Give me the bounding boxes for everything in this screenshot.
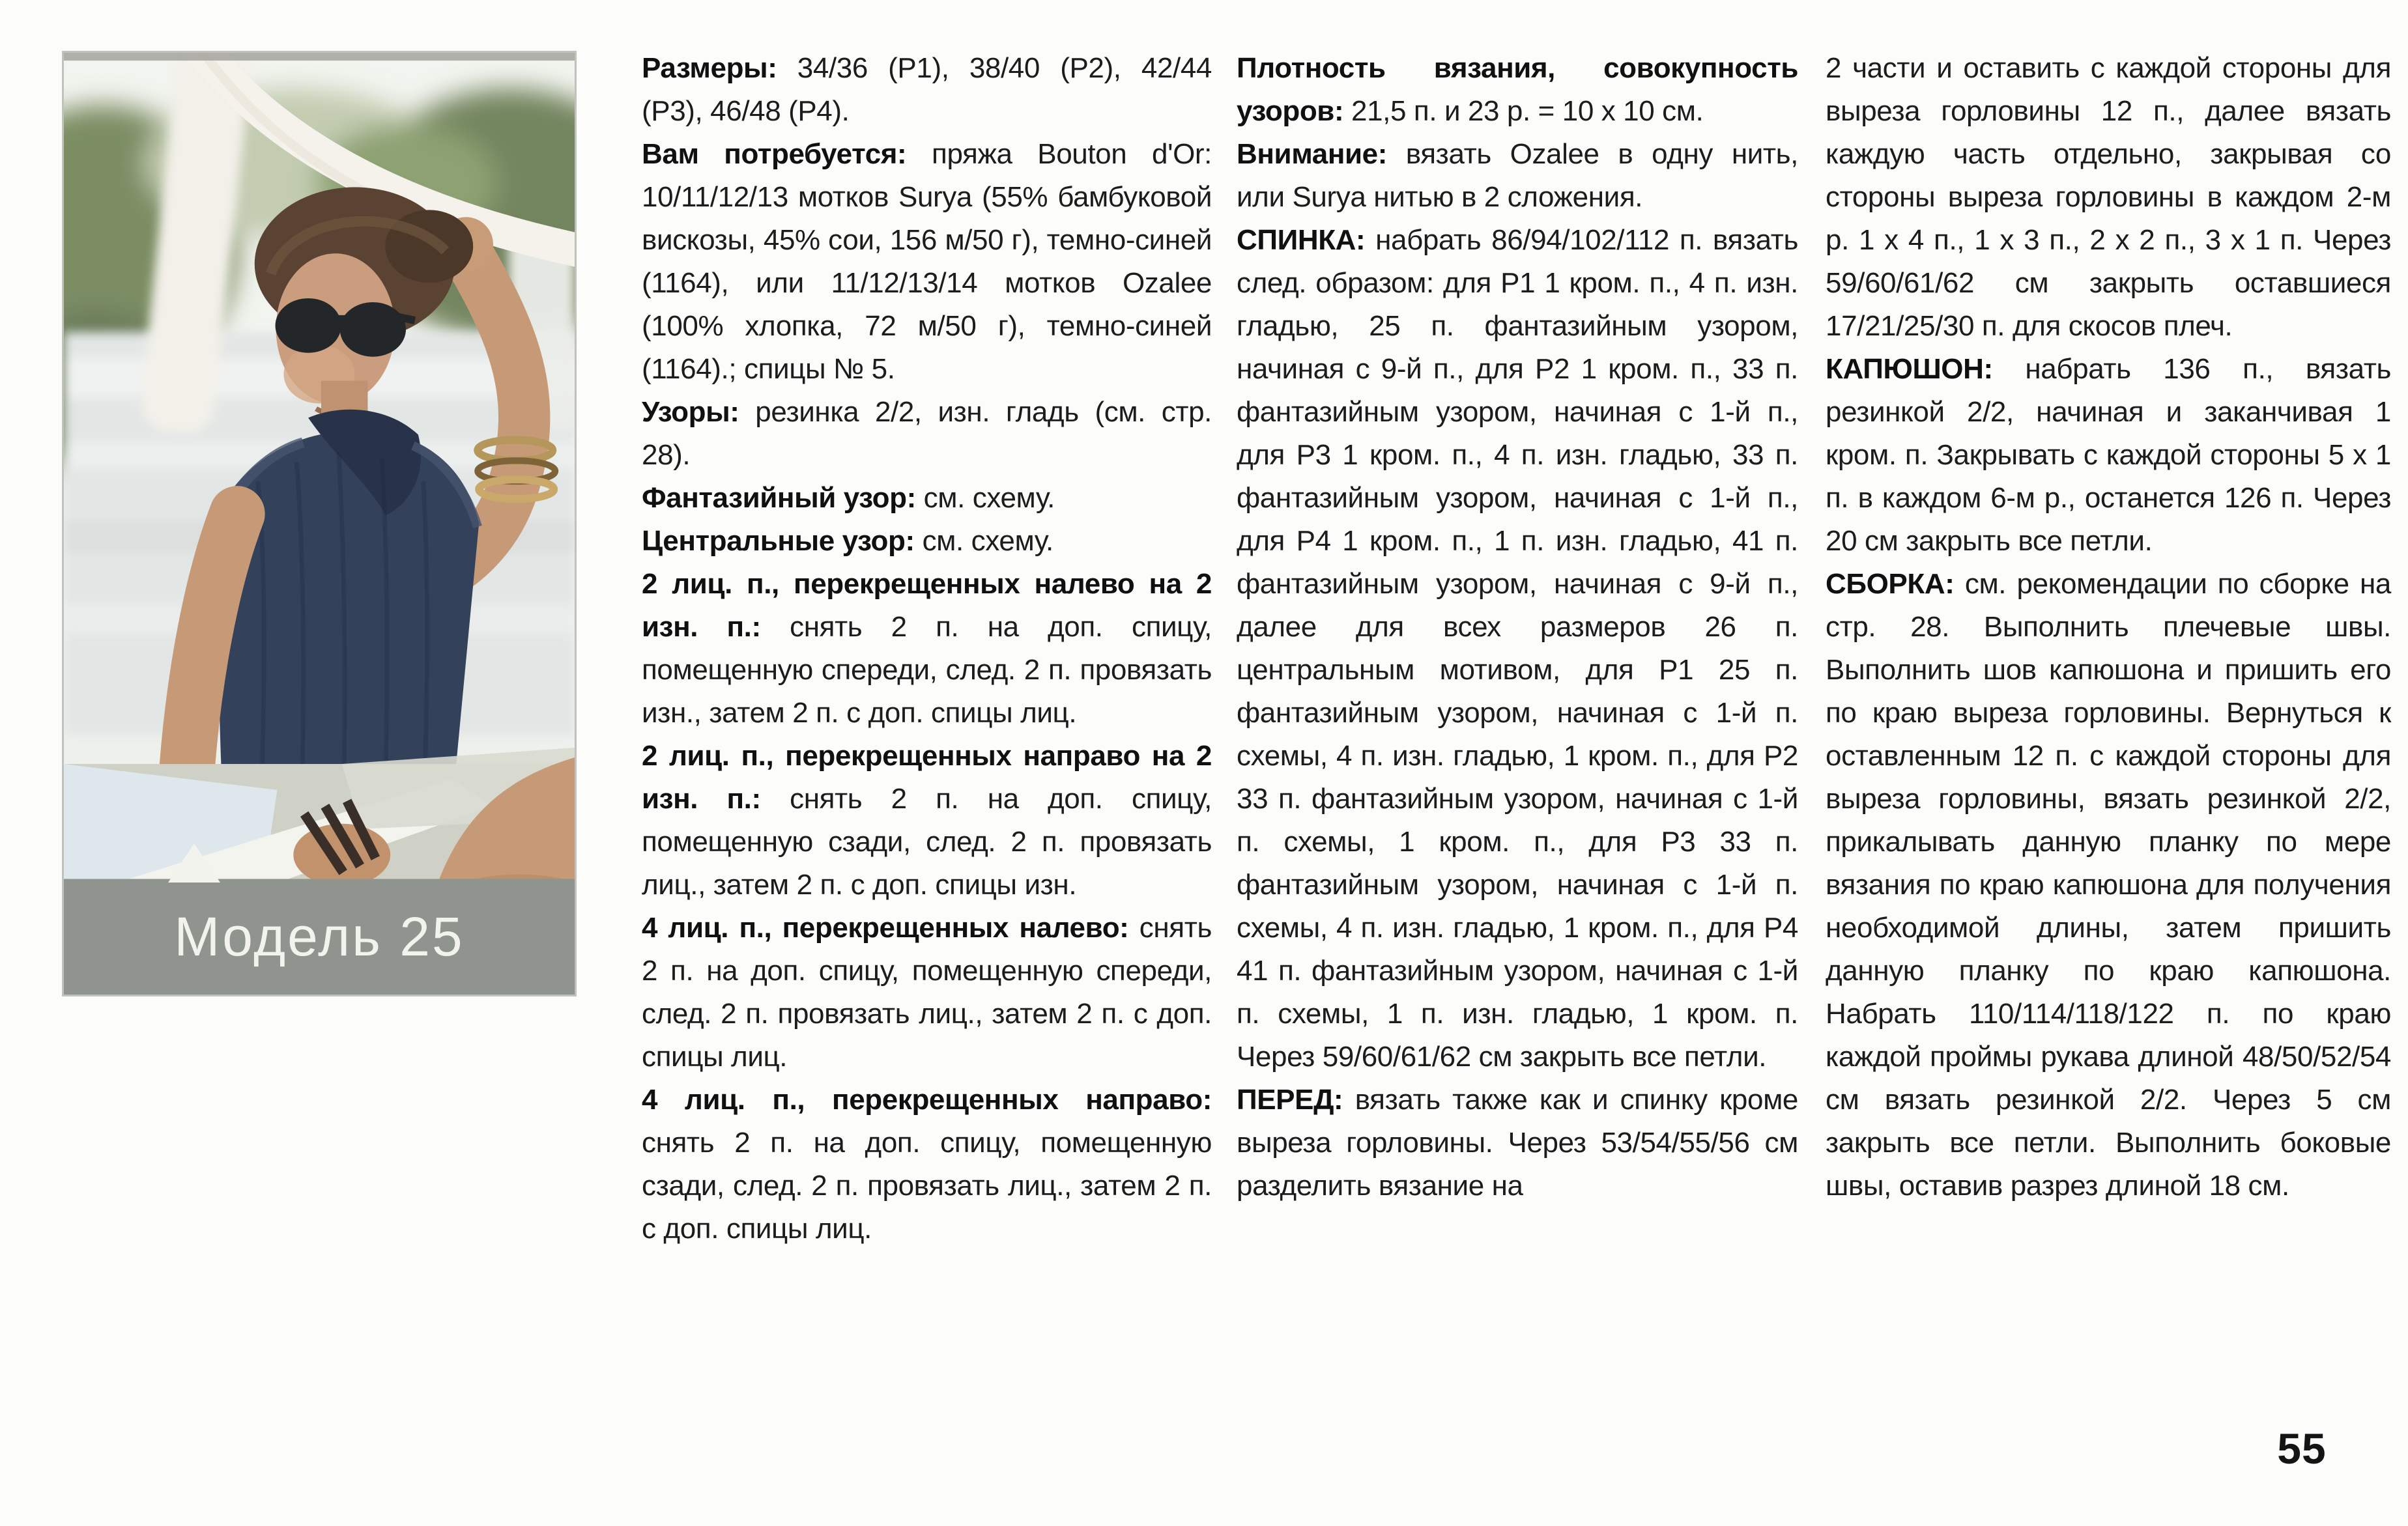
paragraph xyxy=(1826,348,2391,563)
paragraph-lead: Размеры: xyxy=(642,52,777,84)
paragraph-lead: Внимание: xyxy=(1237,138,1387,170)
paragraph-text: 21,5 п. и 23 р. = 10 х 10 см. xyxy=(1343,95,1704,127)
paragraph xyxy=(642,735,1212,907)
paragraph xyxy=(1826,47,2391,348)
paragraph-lead: Центральные узор: xyxy=(642,525,915,557)
paragraph-lead: 4 лиц. п., перекрещенных направо: xyxy=(642,1084,1212,1116)
paragraph xyxy=(642,477,1212,520)
paragraph-lead: 4 лиц. п., перекрещенных налево: xyxy=(642,912,1129,944)
paragraph-lead: СБОРКА: xyxy=(1826,568,1955,600)
paragraph-text: снять 2 п. на доп. спицу, помещенную спереди, след. 2 п. провязать изн., затем 2 п. с доп. спицы лиц. xyxy=(642,611,1212,729)
paragraph-text: набрать 136 п., вязать резинкой 2/2, начиная и заканчивая 1 кром. п. Закрывать с каждой стороны 5 х 1 п. в каждом 6-м р., останется 126 п. Через 20 см закрыть все петли. xyxy=(1826,353,2391,557)
photo-caption: Модель 25 xyxy=(174,905,465,967)
paragraph xyxy=(642,1079,1212,1250)
paragraph xyxy=(642,391,1212,477)
paragraph-text: снять 2 п. на доп. спицу, помещенную сзади, след. 2 п. провязать лиц., затем 2 п. с доп. спицы изн. xyxy=(642,783,1212,901)
paragraph-text: снять 2 п. на доп. спицу, помещенную спереди, след. 2 п. провязать лиц., затем 2 п. с доп. спицы лиц. xyxy=(642,912,1212,1073)
paragraph-text: набрать 86/94/102/112 п. вязать след. образом: для Р1 1 кром. п., 4 п. изн. гладью, 25 п. фантазийным узором, начиная с 9-й п., для Р2 1 кром. п., 33 п. фантазийным узором, начиная с 1-й п., для Р3 1 кром. п., 4 п. изн. гладью, 33 п. фантазийным узором, начиная с 1-й п., для Р4 1 кром. п., 1 п. изн. гладью, 41 п. фантазийным узором, начиная с 9-й п., далее для всех размеров 26 п. центральным мотивом, для Р1 25 п. фантазийным узором, начиная с 1-й п. схемы, 4 п. изн. гладью, 1 кром. п., для Р2 33 п. фантазийным узором, начиная с 1-й п. схемы, 1 кром. п., для Р3 33 п. фантазийным узором, начиная с 1-й п. схемы, 4 п. изн. гладью, 1 кром. п., для Р4 41 п. фантазийным узором, начиная с 1-й п. схемы, 1 п. изн. гладью, 1 кром. п. Через 59/60/61/62 см закрыть все петли. xyxy=(1237,224,1798,1073)
paragraph-lead: Узоры: xyxy=(642,396,739,428)
paragraph-text: см. схему. xyxy=(915,482,1055,514)
column-3 xyxy=(1826,47,2391,1208)
paragraph-lead: ПЕРЕД: xyxy=(1237,1084,1343,1116)
model-photo xyxy=(62,51,577,996)
paragraph-text: вязать Ozalee в одну нить, или Surya нитью в 2 сложения. xyxy=(1237,138,1798,213)
paragraph-lead: Плотность вязания, совокупность узоров: xyxy=(1237,52,1798,127)
paragraph xyxy=(1826,563,2391,1208)
paragraph-text: снять 2 п. на доп. спицу, помещенную сзади, след. 2 п. провязать лиц., затем 2 п. с доп. спицы лиц. xyxy=(642,1127,1212,1245)
photo-top-edge xyxy=(64,53,575,61)
paragraph-lead: 2 лиц. п., перекрещенных налево на 2 изн. п.: xyxy=(642,568,1212,643)
paragraph-text: 34/36 (Р1), 38/40 (Р2), 42/44 (Р3), 46/48 (Р4). xyxy=(642,52,1212,127)
paragraph-text: резинка 2/2, изн. гладь (см. стр. 28). xyxy=(642,396,1212,471)
paragraph xyxy=(642,133,1212,391)
paragraph-text: вязать также как и спинку кроме выреза горловины. Через 53/54/55/56 см разделить вязание на xyxy=(1237,1084,1798,1202)
paragraph xyxy=(642,520,1212,563)
column-1 xyxy=(642,47,1212,1250)
paragraph xyxy=(1237,1079,1798,1208)
paragraph-text: см. рекомендации по сборке на стр. 28. Выполнить плечевые швы. Выполнить шов капюшона и пришить его по краю выреза горловины. Вернуться к оставленным 12 п. с каждой стороны для выреза горловины, вязать резинкой 2/2, прикалывать данную планку по мере вязания по краю капюшона для получения необходимой длины, затем пришить данную планку по краю капюшона. Набрать 110/114/118/122 п. по краю каждой проймы рукава длиной 48/50/52/54 см вязать резинкой 2/2. Через 5 см закрыть все петли. Выполнить боковые швы, оставив разрез длиной 18 см. xyxy=(1826,568,2391,1202)
paragraph xyxy=(642,563,1212,735)
page-number: 55 xyxy=(2277,1424,2327,1473)
column-2 xyxy=(1237,47,1798,1208)
paragraph-lead: СПИНКА: xyxy=(1237,224,1366,256)
paragraph-lead: Фантазийный узор: xyxy=(642,482,916,514)
paragraph xyxy=(1237,219,1798,1079)
paragraph-lead: Вам потребуется: xyxy=(642,138,907,170)
paragraph xyxy=(642,907,1212,1079)
photo-scene xyxy=(64,53,575,995)
triangle-up-icon xyxy=(168,843,220,883)
caption-band xyxy=(64,881,575,996)
paragraph-text: см. схему. xyxy=(914,525,1054,557)
paragraph xyxy=(1237,47,1798,133)
paragraph xyxy=(1237,133,1798,219)
paragraph-lead: КАПЮШОН: xyxy=(1826,353,1993,385)
paragraph-text: пряжа Bouton d'Or: 10/11/12/13 мотков Surya (55% бамбуковой вискозы, 45% сои, 156 м/50 г), темно-синей (1164), или 11/12/13/14 мотков Ozalee (100% хлопка, 72 м/50 г), темно-синей (1164).; спицы № 5. xyxy=(642,138,1212,385)
paragraph-text: 2 части и оставить с каждой стороны для выреза горловины 12 п., далее вязать каждую часть отдельно, закрывая со стороны выреза горловины в каждом 2-м р. 1 х 4 п., 1 х 3 п., 2 х 2 п., 3 х 1 п. Через 59/60/61/62 см закрыть оставшиеся 17/21/25/30 п. для скосов плеч. xyxy=(1826,52,2391,342)
paragraph xyxy=(642,47,1212,133)
paragraph-lead: 2 лиц. п., перекрещенных направо на 2 изн. п.: xyxy=(642,740,1212,815)
